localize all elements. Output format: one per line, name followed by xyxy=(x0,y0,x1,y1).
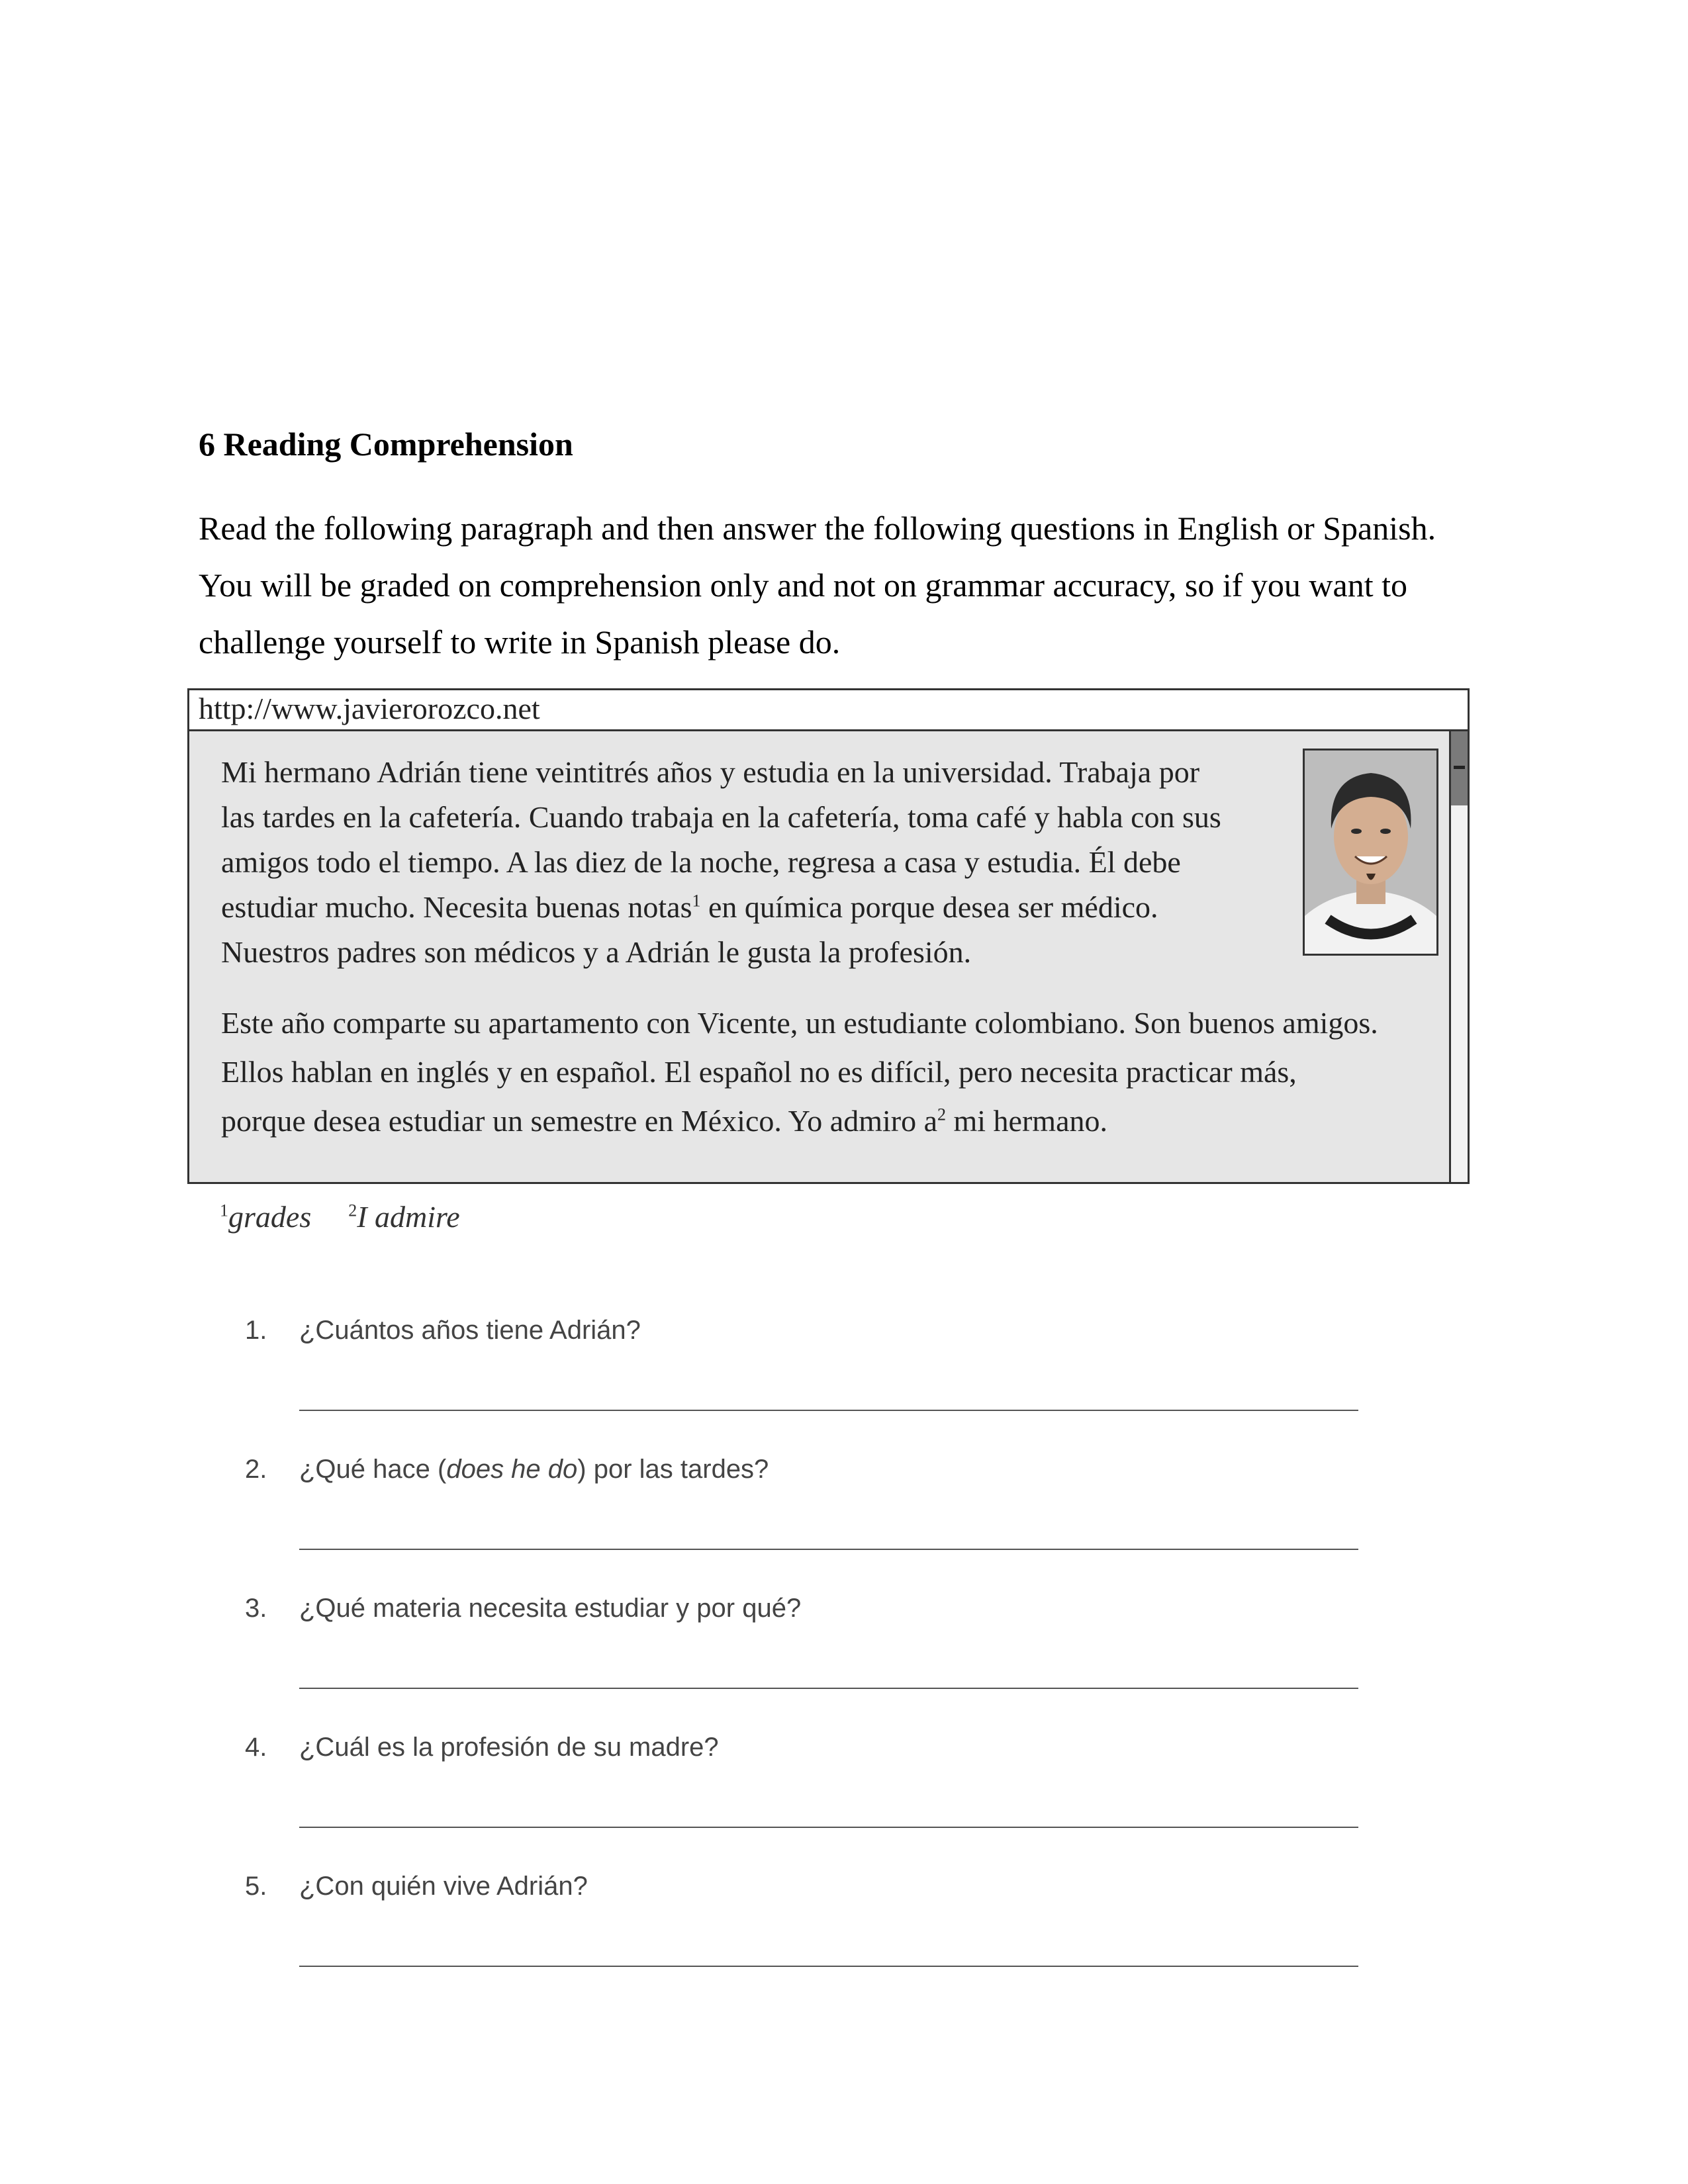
adrian-photo xyxy=(1303,749,1438,956)
passage-line xyxy=(221,1097,1413,1146)
footnotes xyxy=(220,1199,460,1234)
question-number: 4. xyxy=(245,1733,267,1762)
answer-line[interactable] xyxy=(299,1688,1358,1689)
passage-line: Mi hermano Adrián tiene veintitrés años y estudia en la universidad. Trabaja por xyxy=(221,755,1200,789)
scrollbar[interactable] xyxy=(1449,731,1468,1182)
answer-line[interactable] xyxy=(299,1966,1358,1967)
portrait-illustration xyxy=(1305,751,1436,954)
footnote-ref: 1 xyxy=(692,891,701,911)
question-text: ¿Cuántos años tiene Adrián? xyxy=(299,1316,641,1345)
instructions-line: You will be graded on comprehension only and not on grammar accuracy, so if you want to xyxy=(199,567,1407,604)
question-italic: does he do xyxy=(446,1455,578,1484)
footnote-text: grades xyxy=(228,1200,312,1234)
instructions xyxy=(199,500,1509,670)
passage-text: mi hermano. xyxy=(946,1104,1107,1138)
answer-line[interactable] xyxy=(299,1549,1358,1550)
question-number: 3. xyxy=(245,1594,267,1623)
footnote-text: I admire xyxy=(357,1200,460,1234)
passage-line: Nuestros padres son médicos y a Adrián le gusta la profesión. xyxy=(221,935,972,969)
answer-line[interactable] xyxy=(299,1827,1358,1828)
url-bar: http://www.javierorozco.net xyxy=(189,690,1468,731)
page-title: 6 Reading Comprehension xyxy=(199,426,573,463)
question-text: ¿Cuál es la profesión de su madre? xyxy=(299,1733,719,1762)
question-text: ¿Con quién vive Adrián? xyxy=(299,1872,588,1901)
footnote-number: 1 xyxy=(220,1201,228,1220)
question-number: 2. xyxy=(245,1455,267,1484)
answer-line[interactable] xyxy=(299,1410,1358,1411)
instructions-line: Read the following paragraph and then answer the following questions in English or Spanish. xyxy=(199,510,1436,547)
passage-line xyxy=(221,885,1413,930)
instructions-line: challenge yourself to write in Spanish please do. xyxy=(199,623,841,660)
passage-text: estudiar mucho. Necesita buenas notas xyxy=(221,890,692,924)
passage-line: Este año comparte su apartamento con Vicente, un estudiante colombiano. Son buenos amigos. xyxy=(221,1006,1378,1040)
passage-line: Ellos hablan en inglés y en español. El español no es difícil, pero necesita practicar más, xyxy=(221,1055,1297,1089)
footnote-ref: 2 xyxy=(937,1105,946,1124)
question-text: ¿Qué hace (does he do) por las tardes? xyxy=(299,1455,769,1484)
reading-browser-window xyxy=(187,688,1470,1184)
passage-text: en química porque desea ser médico. xyxy=(700,890,1158,924)
scrollbar-grip-icon xyxy=(1454,766,1465,769)
reading-passage xyxy=(221,750,1413,1146)
footnote-number: 2 xyxy=(348,1201,357,1220)
reading-paragraph-1 xyxy=(221,750,1413,975)
reading-paragraph-2 xyxy=(221,999,1413,1146)
passage-text: porque desea estudiar un semestre en México. Yo admiro a xyxy=(221,1104,937,1138)
question-number: 1. xyxy=(245,1316,267,1345)
question-text: ¿Qué materia necesita estudiar y por qué? xyxy=(299,1594,802,1623)
question-number: 5. xyxy=(245,1872,267,1901)
passage-line: amigos todo el tiempo. A las diez de la noche, regresa a casa y estudia. Él debe xyxy=(221,845,1181,879)
passage-line: las tardes en la cafetería. Cuando trabaja en la cafetería, toma café y habla con sus xyxy=(221,800,1221,834)
